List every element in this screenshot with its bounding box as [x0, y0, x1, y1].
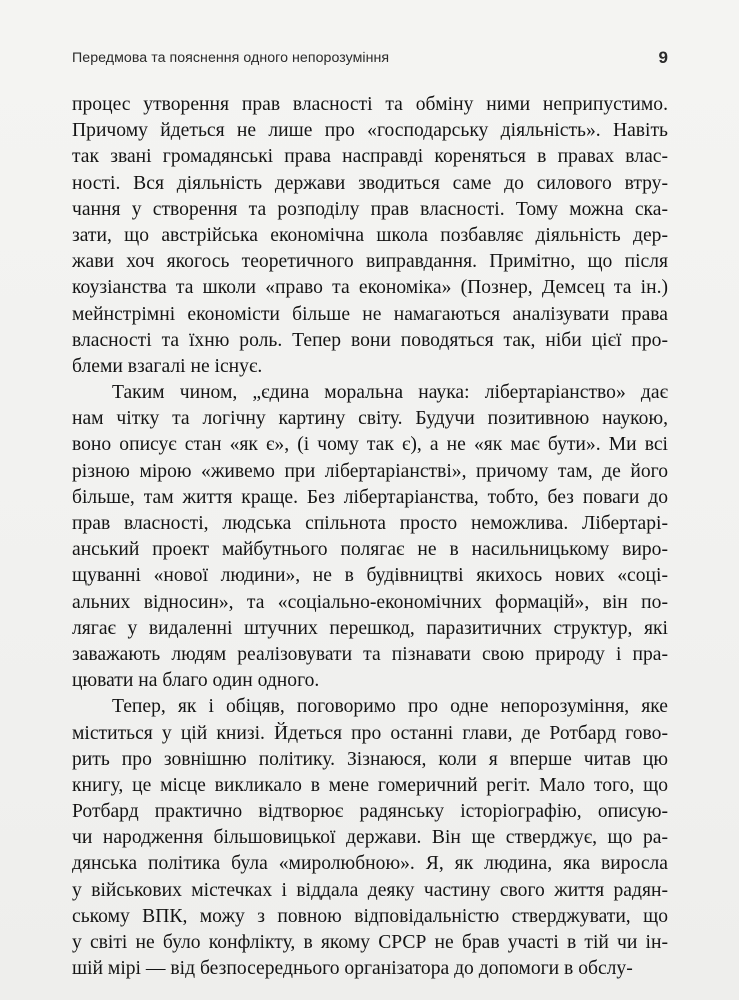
text-line: так звані громадянські права насправді коренятьcя в правах влас- [72, 146, 668, 168]
text-line: дянська політика була «миролюбною». Я, як людина, яка виросла [72, 853, 668, 875]
text-line: шій мірі — від безпосереднього організатора до допомоги в обслу- [72, 958, 633, 980]
text-line: Причому йдеться не лише про «господарську діяльність». Навіть [72, 120, 668, 142]
text-line: Таким чином, „єдина моральна наука: лібертаріанство» дає [112, 382, 668, 404]
text-line: різною мірою «живемо при лібертаріанстві», причому там, де його [72, 460, 668, 482]
text-line: більше, там життя краще. Без лібертаріанства, тобто, без поваги до [72, 486, 668, 508]
text-line: у військових містечках і віддала деяку частину свого життя радян- [72, 879, 668, 901]
page-number: 9 [658, 48, 668, 67]
text-line: ності. Вся діяльність держави зводиться саме до силового втру- [72, 172, 668, 194]
text-line: Ротбард практично відтворює радянську історіографію, описую- [72, 801, 668, 823]
text-line: книгу, це місце викликало в мене гомеричний регіт. Мало того, що [72, 774, 668, 796]
text-line: ському ВПК, можу з повною відповідальністю стверджувати, що [72, 905, 668, 927]
paragraph [72, 694, 668, 982]
text-line: лягає у видаленні штучних перешкод, паразитичних структур, які [72, 617, 668, 639]
text-line: чання у створення та розподілу прав власності. Тому можна ска- [72, 198, 668, 220]
text-line: анський проект майбутнього полягає не в насильницькому виро- [72, 539, 668, 561]
text-line: нам чітку та логічну картину світу. Будучи позитивною наукою, [72, 408, 668, 430]
text-line: чи народження більшовицької держави. Він ще стверджує, що ра- [72, 827, 668, 849]
paragraph [72, 380, 668, 694]
running-title: Передмова та пояснення одного непорозуміння [72, 50, 390, 66]
paragraph [72, 92, 668, 380]
text-line: жави хоч якогось теоретичного виправдання. Примітно, що після [72, 251, 668, 273]
running-header [72, 48, 668, 70]
text-line: альних відносин», та «соціально-економічних формацій», він по- [72, 591, 668, 613]
text-line: власності та їхню роль. Тепер вони поводяться так, ніби цієї про- [72, 329, 668, 351]
body-text [72, 92, 668, 982]
text-line: прав власності, людська спільнота просто неможлива. Лібертарі- [72, 513, 668, 534]
text-line: мейнстрімні економісти більше не намагаються аналізувати права [72, 303, 668, 325]
text-line: блеми взагалі не існує. [72, 355, 263, 377]
text-line: щуванні «нової людини», не в будівництві якихось нових «соці- [72, 565, 668, 587]
text-line: процес утворення прав власності та обміну ними неприпустимо. [72, 94, 668, 115]
text-line: коузіанства та школи «право та економіка» (Познер, Демсец та ін.) [72, 277, 668, 299]
text-line: у світі не було конфлікту, в якому СРСР не брав участі в тій чи ін- [72, 932, 668, 953]
text-line: цювати на благо один одного. [72, 670, 320, 692]
text-line: Тепер, як і обіцяв, поговоримо про одне непорозуміння, яке [112, 696, 668, 718]
text-line: зати, що австрійська економічна школа позбавляє діяльність дер- [72, 224, 668, 246]
text-line: заважають людям реалізовувати та пізнавати свою природу і пра- [72, 643, 668, 665]
text-line: рить про зовнішню політику. Зізнаюся, коли я вперше читав цю [72, 748, 668, 770]
text-line: міститься у цій книзі. Йдеться про останні глави, де Ротбард гово- [72, 722, 668, 744]
text-line: воно описує стан «як є», (і чому так є), а не «як має бути». Ми всі [72, 434, 668, 456]
